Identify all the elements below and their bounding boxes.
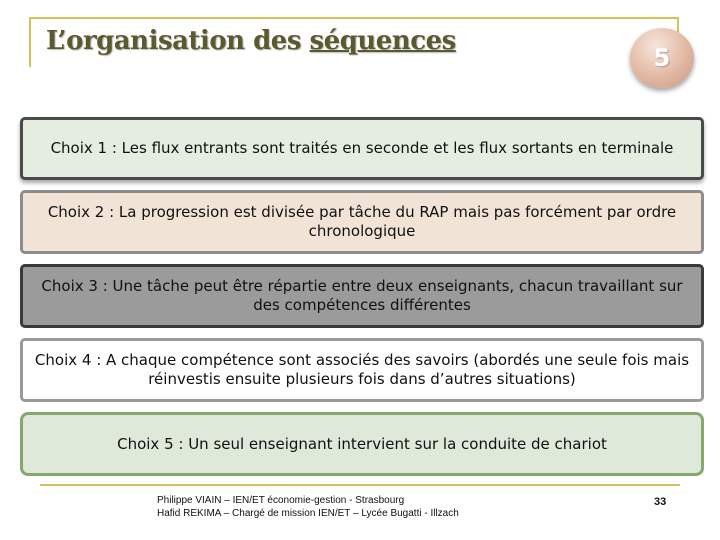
title-underlined-word: séquences [309, 26, 456, 56]
page-number: 33 [654, 496, 667, 508]
slide-number-badge [630, 28, 694, 88]
choice-box-3 [20, 264, 704, 328]
footer-divider [40, 484, 680, 486]
footer-line-1: Philippe VIAIN – IEN/ET économie-gestion - Strasbourg [157, 495, 405, 506]
choice-box-2 [20, 190, 704, 254]
title-prefix: L’organisation des [46, 26, 310, 56]
page-title [46, 26, 456, 56]
choice-text-4: Choix 4 : A chaque compétence sont associés des savoirs (abordés une seule fois mais réinvestis ensuite plusieurs fois dans d’autres situations) [34, 351, 690, 388]
footer-line-2: Hafid REKIMA – Chargé de mission IEN/ET – Lycée Bugatti - Illzach [157, 508, 459, 519]
title-frame-left-line [29, 17, 31, 67]
choice-box-4 [20, 338, 704, 402]
badge-number: 5 [653, 44, 671, 72]
choice-text-5: Choix 5 : Un seul enseignant intervient sur la conduite de chariot [117, 434, 607, 453]
choice-text-3: Choix 3 : Une tâche peut être répartie entre deux enseignants, chacun travaillant sur des compétences différentes [41, 277, 683, 314]
choice-text-1: Choix 1 : Les flux entrants sont traités en seconde et les flux sortants en terminale [50, 139, 674, 157]
choice-text-2: Choix 2 : La progression est divisée par tâche du RAP mais pas forcément par ordre chronologique [47, 203, 677, 240]
choice-box-5 [20, 412, 704, 476]
choice-box-1 [20, 117, 704, 180]
title-frame-top-line [29, 17, 679, 19]
footer-credits [157, 494, 459, 520]
